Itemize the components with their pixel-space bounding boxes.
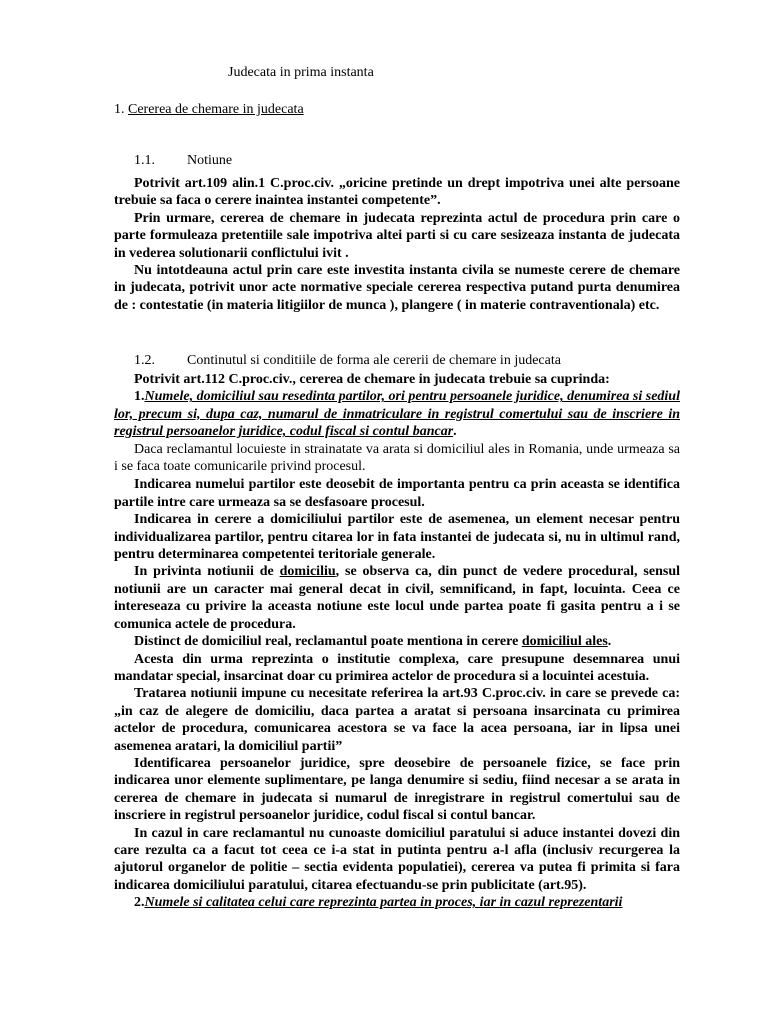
section-number: 1. bbox=[114, 102, 125, 117]
list-item-number: 1. bbox=[134, 389, 145, 405]
paragraph-institution: Acesta din urma reprezinta o institutie complexa, care presupune desemnarea unui mandatar special, insarcinat doar cu primirea actelor de procedura si a locuintei acestuia. bbox=[114, 651, 680, 684]
paragraph-consequence: Prin urmare, cererea de chemare in judecata reprezinta actul de procedura prin care o parte formuleaza pretentiile sale impotriva altei parti si cu care sesizeaza instanta de judecata in vederea solutionarii conflictului ivit . bbox=[114, 210, 680, 261]
list-item-2 bbox=[114, 894, 680, 911]
paragraph-legal-persons: Identificarea persoanelor juridice, spre deosebire de persoanele fizice, se face prin indicarea unor elemente suplimentare, pe langa denumire si sediu, fiind necesar a se arata in cererea de chemare in judecata si numarul de inregistrare in registrul comertului sau de inscriere in registrul persoanelor juridice, codul fiscal si contul bancar. bbox=[114, 755, 680, 824]
paragraph-domicile-notion: In privinta notiunii de domiciliu, se observa ca, din punct de vedere procedural, sensul notiunii are un caracter mai general decat in civil, semnificand, in fapt, locuinta. Ceea ce intereseaza cu privire la aceasta notiune este locul unde partea poate fi gasita pentru a i se comunica actele de procedura. bbox=[114, 564, 680, 632]
paragraph-elected-domicile: Distinct de domiciliul real, reclamantul poate mentiona in cerere domiciliul ales. bbox=[134, 634, 612, 650]
list-item-1 bbox=[114, 388, 680, 440]
paragraph-intro: Potrivit art.112 C.proc.civ., cererea de chemare in judecata trebuie sa cuprinda: bbox=[134, 372, 610, 387]
subsection-title: Notiune bbox=[187, 153, 233, 168]
paragraph-party-names: Indicarea numelui partilor este deosebit de importanta pentru ca prin aceasta se identifica partile intre care urmeaza sa se desfasoare procesul. bbox=[114, 477, 680, 510]
subsection-1-1-heading bbox=[134, 152, 232, 169]
section-1-heading bbox=[114, 101, 304, 118]
subsection-number: 1.2. bbox=[134, 353, 155, 368]
subsection-title: Continutul si conditiile de forma ale cererii de chemare in judecata bbox=[187, 353, 561, 368]
list-item-text: Numele si calitatea celui care reprezinta partea in proces, iar in cazul reprezentarii bbox=[144, 895, 623, 911]
paragraph-naming: Nu intotdeauna actul prin care este investita instanta civila se numeste cerere de chemare in judecata, potrivit unor acte normative speciale cererea respectiva putand purta denumirea de : contestatie (in materia litigiilor de munca ), plangere ( in materie contraventionala) etc. bbox=[114, 263, 680, 313]
list-item-text: Numele, domiciliul sau resedinta partilor, ori pentru persoanele juridice, denumirea si sediul lor, precum si, dupa caz, numarul de inmatriculare in registrul comertului sau de inscriere in registrul persoanelor juridice, codul fiscal si contul bancar bbox=[114, 389, 680, 440]
subsection-1-2-body bbox=[114, 371, 680, 912]
paragraph-unknown-domicile: In cazul in care reclamantul nu cunoaste domiciliul paratului si aduce instantei dovezi din care rezulta ca a facut tot ceea ce i-a stat in putinta pentru a-l afla (inclusiv recurgerea la ajutorul organelor de politie – sectia evidenta populatiei), cererea va putea fi primita si fara indicarea domiciliului paratului, citarea efectuandu-se prin publicitate (art.95). bbox=[114, 825, 680, 893]
list-item-number: 2. bbox=[134, 895, 145, 911]
subsection-1-2-heading bbox=[134, 352, 561, 369]
paragraph-foreign-residence: Daca reclamantul locuieste in strainatate va arata si domiciliul ales in Romania, unde urmeaza sa i se faca toate comunicarile privind procesul. bbox=[114, 441, 680, 475]
paragraph-art93: Tratarea notiunii impune cu necesitate referirea la art.93 C.proc.civ. in care se prevede ca: „in caz de alegere de domiciliu, daca partea a aratat si persoana insarcinata cu primirea actelor de procedura, comunicarea acestora se va face la acea persoana, iar in lipsa unei asemenea aratari, la domiciliul partii” bbox=[114, 686, 680, 754]
section-title: Cererea de chemare in judecata bbox=[128, 102, 304, 117]
term-domiciliul-ales: domiciliul ales bbox=[521, 634, 608, 650]
term-domiciliu: domiciliu bbox=[279, 564, 336, 580]
paragraph-domicile-necessity: Indicarea in cerere a domiciliului partilor este de asemenea, un element necesar pentru individualizarea partilor, pentru citarea lor in fata instantei de judecata si, nu in ultimul rand, pentru determinarea competentei teritoriale generale. bbox=[114, 512, 680, 563]
subsection-number: 1.1. bbox=[134, 153, 155, 168]
subsection-1-1-body bbox=[114, 175, 680, 314]
list-item-end: . bbox=[453, 424, 457, 440]
paragraph-definition: Potrivit art.109 alin.1 C.proc.civ. „oricine pretinde un drept impotriva unei alte persoane trebuie sa faca o cerere inaintea instantei competente”. bbox=[114, 176, 680, 209]
document-title: Judecata in prima instanta bbox=[228, 65, 374, 80]
